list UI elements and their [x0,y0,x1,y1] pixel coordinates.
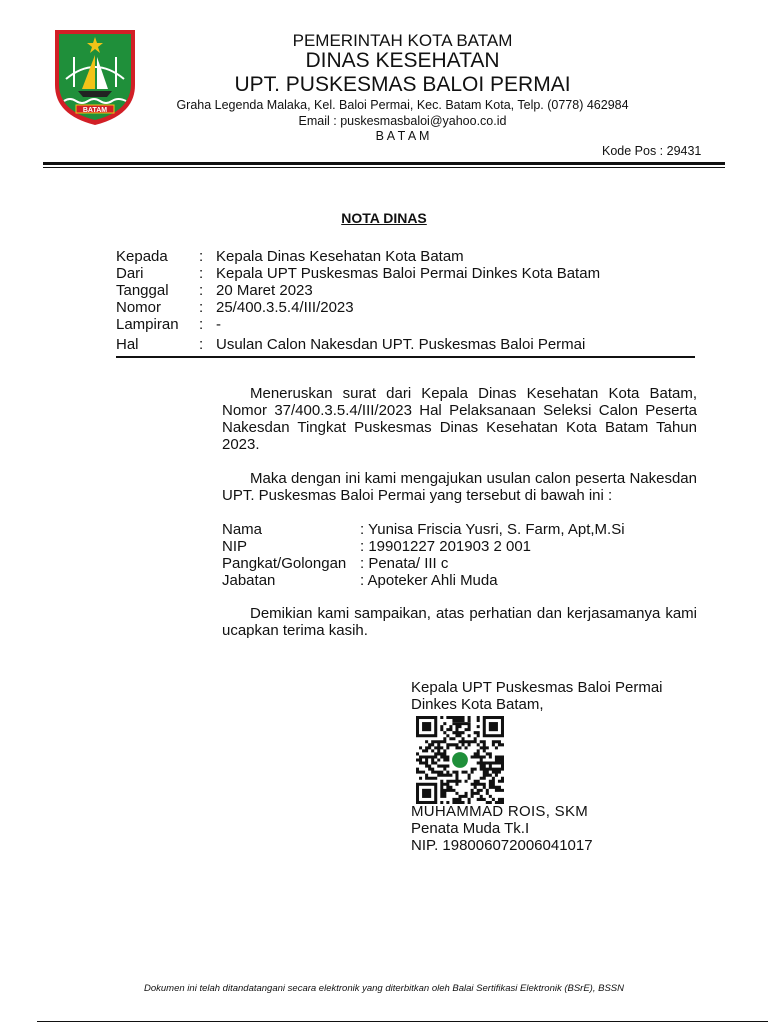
government-name: PEMERINTAH KOTA BATAM [292,31,513,50]
email: Email : puskesmasbaloi@yahoo.co.id [298,114,507,128]
field-value-tanggal: 20 Maret 2023 [216,282,313,299]
signature-qr-code [416,716,504,804]
body-paragraph-1: Meneruskan surat dari Kepala Dinas Kesehatan Kota Batam, Nomor 37/400.3.5.4/III/2023 Hal Pelaksanaan Seleksi Calon Peserta Nakesdan Tingkat Puskesmas Dinas Kesehatan Kota Batam Tahun 2023. [222,385,697,453]
field-colon: : [199,248,204,265]
qr-center-emblem-icon [452,752,468,768]
field-label-dari: Dari [116,265,144,282]
footer-rule [37,1021,768,1022]
postal-code: Kode Pos : 29431 [602,144,702,158]
field-colon: : [199,316,204,333]
field-value-nomor: 25/400.3.5.4/III/2023 [216,299,354,316]
field-label-kepada: Kepada [116,248,168,265]
field-label-lampiran: Lampiran [116,316,179,333]
candidate-value-jabatan: : Apoteker Ahli Muda [360,572,498,589]
candidate-label-pangkat: Pangkat/Golongan [222,555,347,572]
candidate-value-pangkat: : Penata/ III c [360,555,449,572]
document-title: NOTA DINAS [341,210,427,226]
candidate-label-nama: Nama [222,521,263,538]
field-value-lampiran: - [216,316,221,333]
signatory-name: MUHAMMAD ROIS, SKM [411,803,589,820]
field-value-kepada: Kepala Dinas Kesehatan Kota Batam [216,248,464,265]
candidate-label-jabatan: Jabatan [222,572,276,589]
header-rule-thick [43,162,725,165]
field-label-tanggal: Tanggal [116,282,169,299]
field-value-hal: Usulan Calon Nakesdan UPT. Puskesmas Baloi Permai [216,336,586,353]
field-value-dari: Kepala UPT Puskesmas Baloi Permai Dinkes Kota Batam [216,265,601,282]
electronic-signature-note: Dokumen ini telah ditandatangani secara elektronik yang diterbitkan oleh Balai Sertifikasi Elektronik (BSrE), BSSN [144,983,624,994]
batam-city-logo [52,27,138,127]
address: Graha Legenda Malaka, Kel. Baloi Permai, Kec. Batam Kota, Telp. (0778) 462984 [176,98,629,112]
candidate-value-nip: : 19901227 201903 2 001 [360,538,531,555]
body-paragraph-2: Maka dengan ini kami mengajukan usulan calon peserta Nakesdan UPT. Puskesmas Baloi Permai yang tersebut di bawah ini : [222,470,697,504]
field-colon: : [199,265,204,282]
logo-lettering: BATAM [82,107,108,114]
field-colon: : [199,299,204,316]
city: B A T A M [375,129,430,143]
field-colon: : [199,282,204,299]
field-label-hal: Hal [116,336,139,353]
signatory-title: Kepala UPT Puskesmas Baloi Permai [411,679,663,696]
body-paragraph-3: Demikian kami sampaikan, atas perhatian dan kerjasamanya kami ucapkan terima kasih. [222,605,697,639]
header-rule-thin [43,167,725,168]
field-colon: : [199,336,204,353]
signatory-office: Dinkes Kota Batam, [411,696,544,713]
memo-divider [116,356,695,358]
signatory-rank: Penata Muda Tk.I [411,820,530,837]
candidate-label-nip: NIP [222,538,248,555]
field-label-nomor: Nomor [116,299,162,316]
signatory-nip: NIP. 198006072006041017 [411,837,593,854]
candidate-value-nama: : Yunisa Friscia Yusri, S. Farm, Apt,M.Si [360,521,625,538]
unit-name: UPT. PUSKESMAS BALOI PERMAI [234,73,571,96]
department-name: DINAS KESEHATAN [305,49,500,72]
